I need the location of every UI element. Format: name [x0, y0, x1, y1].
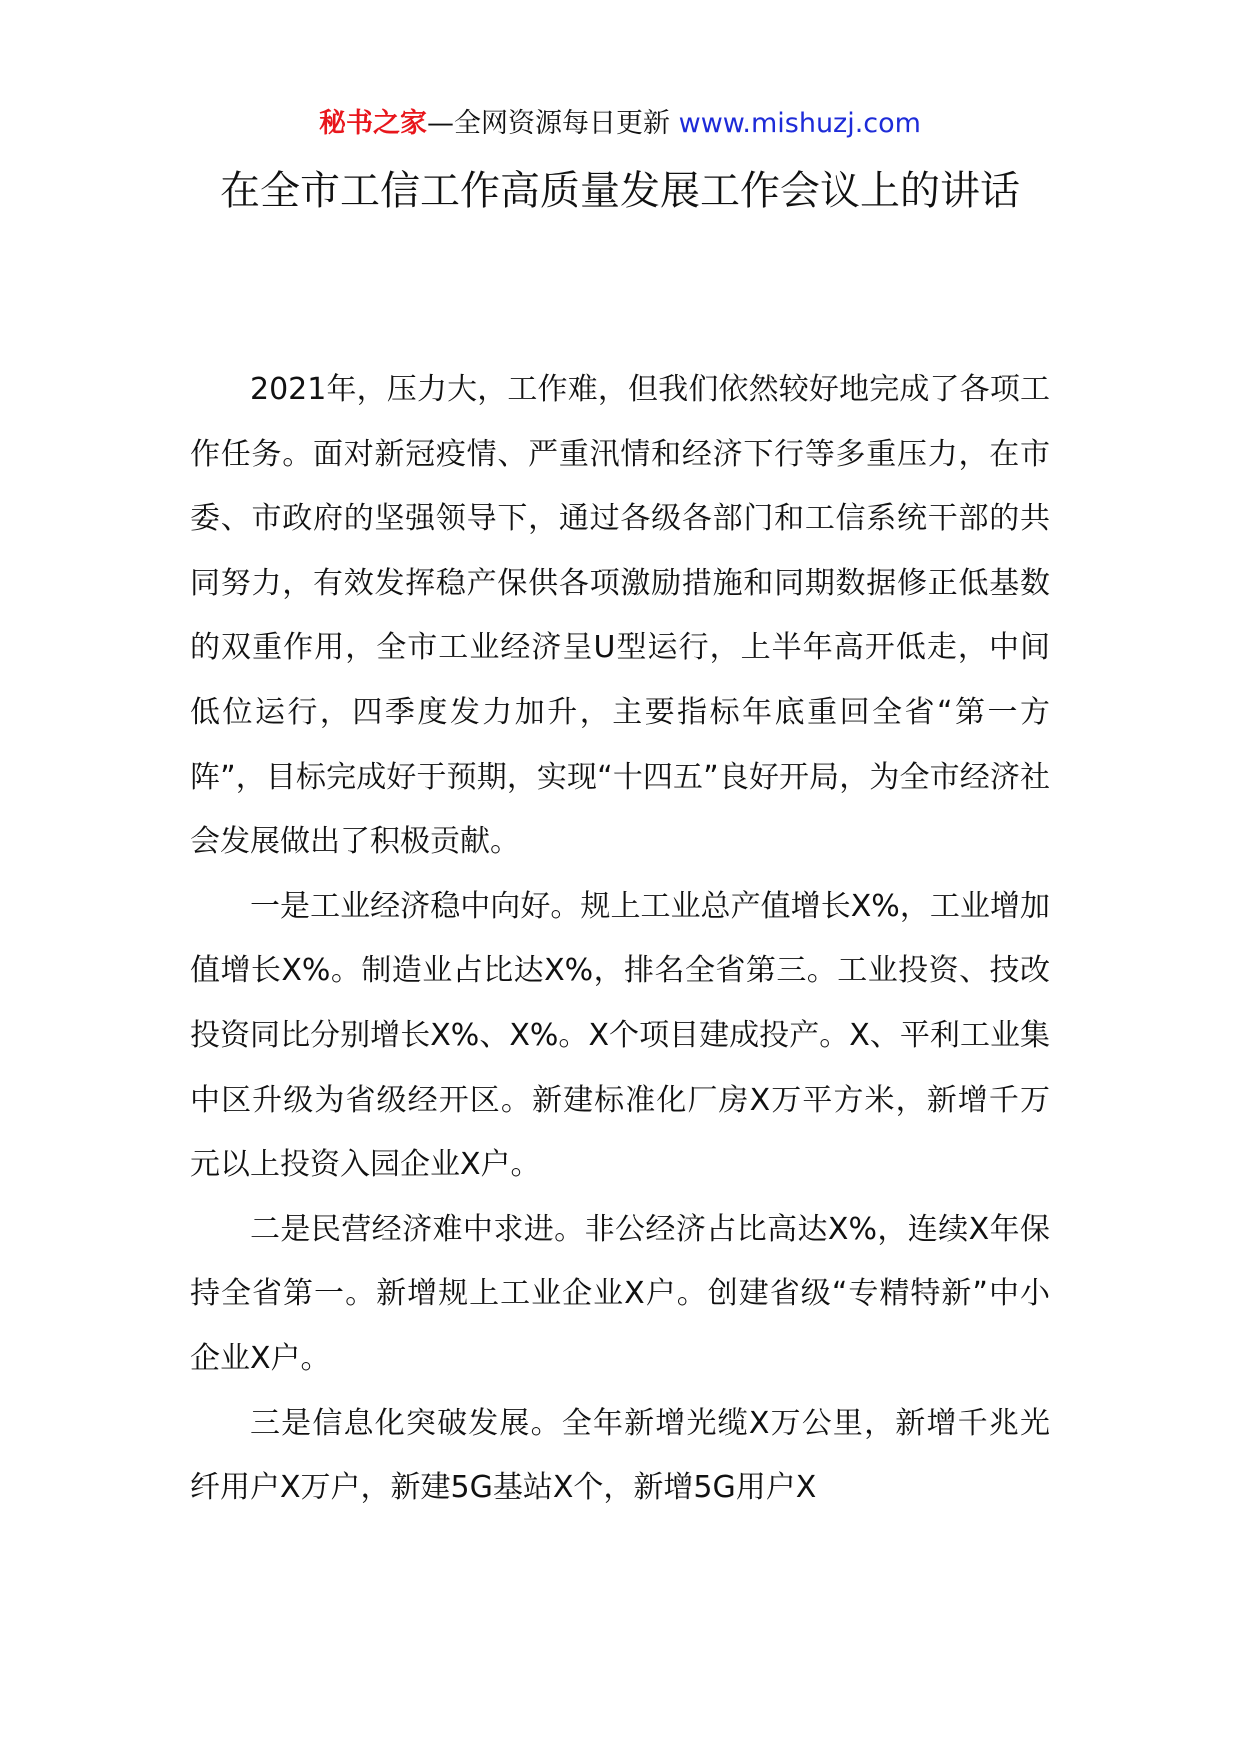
- site-brand: 秘书之家: [319, 108, 428, 139]
- paragraph-intro: 2021年，压力大，工作难，但我们依然较好地完成了各项工作任务。面对新冠疫情、严重汛情和经济下行等多重压力，在市委、市政府的坚强领导下，通过各级各部门和工信系统干部的共同努力，有效发挥稳产保供各项激励措施和同期数据修正低基数的双重作用，全市工业经济呈U型运行，上半年高开低走，中间低位运行，四季度发力加升，主要指标年底重回全省“第一方阵”，目标完成好于预期，实现“十四五”良好开局，为全市经济社会发展做出了积极贡献。: [190, 372, 1050, 860]
- paragraph-informatization: 三是信息化突破发展。全年新增光缆X万公里，新增千兆光纤用户X万户，新建5G基站X个，新增5G用户X: [190, 1405, 1050, 1506]
- site-url-link[interactable]: www.mishuzj.com: [678, 108, 921, 139]
- site-tagline: —全网资源每日更新: [427, 108, 671, 139]
- document-body: [190, 358, 1050, 1521]
- document-title: 在全市工信工作高质量发展工作会议上的讲话: [220, 168, 1020, 214]
- paragraph-industrial-economy: 一是工业经济稳中向好。规上工业总产值增长X%，工业增加值增长X%。制造业占比达X%，排名全省第三。工业投资、技改投资同比分别增长X%、X%。X个项目建成投产。X、平利工业集中区升级为省级经开区。新建标准化厂房X万平方米，新增千万元以上投资入园企业X户。: [190, 888, 1050, 1183]
- paragraph-private-economy: 二是民营经济难中求进。非公经济占比高达X%，连续X年保持全省第一。新增规上工业企业X户。创建省级“专精特新”中小企业X户。: [190, 1211, 1050, 1376]
- site-header: [0, 104, 1240, 144]
